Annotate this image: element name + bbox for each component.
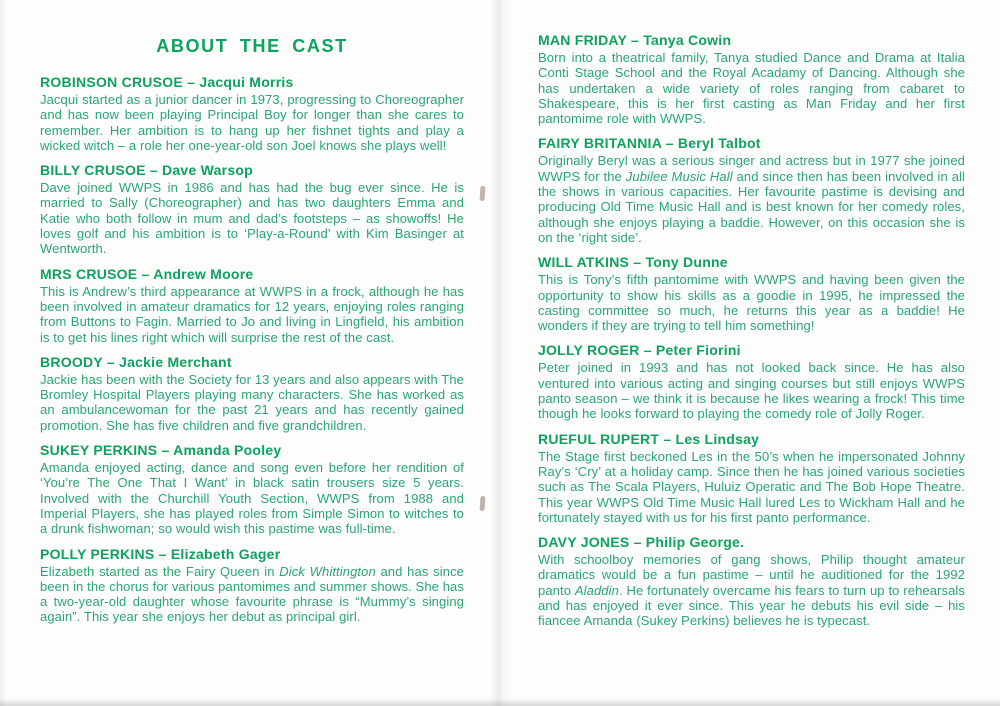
role-name: POLLY PERKINS [40,545,155,562]
cast-entry-heading: MRS CRUSOE – Andrew Moore [40,265,254,282]
actor-name: Philip George. [645,534,745,551]
cast-entry [40,266,464,345]
actor-name: Amanda Pooley [173,442,282,459]
cast-entry [40,74,464,153]
role-name: JOLLY ROGER [538,342,640,359]
actor-name: Tanya Cowin [643,32,732,48]
left-page-column [40,36,464,634]
cast-entry [40,442,464,536]
cast-entry-bio [40,372,464,433]
actor-name: Elizabeth Gager [170,545,281,562]
role-name: MAN FRIDAY [538,32,627,48]
cast-entry-heading: POLLY PERKINS – Elizabeth Gager [40,545,281,562]
cast-entry [538,534,965,628]
bio-text: and since then has been involved in all the shows in various capacities. Her favourite pastime is devising and producing Old Time Music Hall and is best known for her comedy roles, although she enjoys playing a baddie. However, on this occasion she is on the ‘right side’. [538,168,965,245]
actor-name: Peter Fiorini [655,342,741,359]
bio-text: The Stage first beckoned Les in the 50’s when he impersonated Johnny Ray’s ‘Cry’ at a holiday camp. Since then he has joined various societies such as The Scala Players, Huluiz Operatic and The Bob Hope Theatre. This year WWPS Old Time Music Hall lured Les to Wickham Hall and he fortunately stayed with us for his first panto performance. [538,448,965,525]
role-name: BROODY [40,353,103,370]
cast-entry [538,32,965,126]
cast-entry [538,135,965,245]
bio-text: Amanda enjoyed acting, dance and song even before her rendition of ‘You’re The One That I Want’ in black satin trousers size 5 years. Involved with the Churchill Youth Section, WWPS from 1988 and Imperial Players, she has played roles from Simple Simon to witches to a drunk fishwoman; so would wish this pastime was full-time. [40,460,464,537]
cast-list-right [538,32,965,629]
cast-entry [40,354,464,433]
cast-entry [40,546,464,625]
actor-name: Tony Dunne [645,254,728,271]
bio-text: Jacqui started as a junior dancer in 1973, progressing to Choreographer and has now been playing Principal Boy for longer than she cares to remember. Her ambition is to hang up her fishnet tights and play a wicked witch – a role her one-year-old son Joel knows she plays well! [40,92,464,153]
bio-text: . He fortunately overcame his fears to turn up to rehearsals and has enjoyed it ever since. This year he debuts his evil side – his fiancee Amanda (Sukey Perkins) believes he is typecast. [538,582,966,629]
show-title-italic: Aladdin [574,582,619,598]
cast-entry-heading: BILLY CRUSOE – Dave Warsop [40,162,253,179]
role-name: MRS CRUSOE [40,265,138,282]
bio-text: Jackie has been with the Society for 13 years and also appears with The Bromley Hospital Players playing many characters. She has worked as an ambulancewoman for the past 21 years and has recently gained promotion. She has five children and five grandchildren. [40,371,464,433]
bio-text: Dave joined WWPS in 1986 and has had the bug ever since. He is married to Sally (Choreographer) and has two daughters Emma and Katie who both follow in mum and dad’s footsteps – as showoffs! He loves golf and his ambition is to ‘Play-a-Round’ with Kim Basinger at Wentworth. [40,180,464,257]
cast-entry-bio [538,272,965,333]
bio-text: Elizabeth started as the Fairy Queen in [40,563,280,579]
bio-text: With schoolboy memories of gang shows, Philip thought amateur dramatics would be a fun pastime – until he auditioned for the 1992 panto [538,552,965,598]
role-name: FAIRY BRITANNIA [538,135,662,152]
page-left-edge-shadow [0,0,6,706]
cast-entry-heading: ROBINSON CRUSOE – Jacqui Morris [40,74,294,90]
actor-name: Jackie Merchant [119,353,232,370]
cast-entry [40,162,464,256]
cast-entry-heading: SUKEY PERKINS – Amanda Pooley [40,442,282,459]
cast-entry [538,342,965,421]
cast-entry-bio [538,360,965,421]
show-title-italic: Dick Whittington [279,563,376,579]
actor-name: Jacqui Morris [199,74,294,90]
actor-name: Beryl Talbot [677,135,761,152]
bio-text: This is Andrew’s third appearance at WWPS in a frock, although he has been involved in amateur dramatics for 12 years, enjoying roles ranging from Buttons to Fagin. Married to Jo and living in Lingfield, his ambition is to get his lines right which will surprise the rest of the cast. [40,283,464,345]
cast-entry-heading: MAN FRIDAY – Tanya Cowin [538,32,732,48]
bio-text: Born into a theatrical family, Tanya studied Dance and Drama at Italia Conti Stage School and the Royal Acadamy of Dancing. Although she has undertaken a wide variety of roles ranging from cabaret to Shakespeare, this is her first casting as Man Friday and her first pantomime role with WWPS. [538,50,965,127]
cast-entry-bio [538,552,965,628]
cast-entry [538,254,965,333]
cast-entry-bio [538,449,965,525]
bio-text: Originally Beryl was a serious singer and actress but in 1977 she joined WWPS for the [538,153,965,184]
cast-entry-heading: RUEFUL RUPERT – Les Lindsay [538,430,760,447]
role-name: WILL ATKINS [538,254,630,271]
role-name: DAVY JONES [538,534,630,551]
actor-name: Andrew Moore [153,265,254,282]
cast-entry-bio [40,92,464,153]
actor-name: Les Lindsay [675,430,760,447]
bio-text: and has since been in the chorus for various pantomimes and summer shows. She has a two-year-old daughter whose favourite phrase is “Mummy’s singing again”. This year she enjoys her debut as principal girl. [40,563,464,625]
actor-name: Dave Warsop [162,162,253,179]
cast-entry-bio [538,50,965,126]
cast-entry-heading: DAVY JONES – Philip George. [538,534,745,551]
staple-mark-bottom [479,496,485,511]
cast-entry-bio [40,180,464,256]
cast-entry-heading: BROODY – Jackie Merchant [40,353,232,370]
page-bottom-edge-shadow [0,698,1000,706]
staple-mark-top [479,186,485,201]
center-fold [490,0,510,706]
show-title-italic: Jubilee Music Hall [625,168,733,184]
role-name: BILLY CRUSOE [40,162,146,179]
cast-entry-bio [40,564,464,625]
cast-entry-heading: JOLLY ROGER – Peter Fiorini [538,342,741,359]
cast-entry-bio [538,153,965,245]
bio-text: This is Tony’s fifth pantomime with WWPS and having been given the opportunity to show his skills as a goodie in 1995, he impressed the casting committee so much, he returns this year as a baddie! He wonders if they are trying to tell him something! [538,272,965,334]
cast-entry-bio [40,284,464,345]
role-name: RUEFUL RUPERT [538,430,660,447]
page-title: ABOUT THE CAST [156,36,348,56]
cast-entry-heading: WILL ATKINS – Tony Dunne [538,254,728,271]
role-name: SUKEY PERKINS [40,442,158,459]
cast-entry-heading: FAIRY BRITANNIA – Beryl Talbot [538,135,761,152]
right-page-column [538,32,965,638]
cast-entry [538,431,965,525]
role-name: ROBINSON CRUSOE [40,74,183,90]
cast-entry-bio [40,460,464,536]
cast-list-left [40,74,464,625]
bio-text: Peter joined in 1993 and has not looked back since. He has also ventured into various acting and singing courses but still enjoys WWPS panto season – we think it is because he likes wearing a frock! This time though he looks forward to playing the comedy role of Jolly Roger. [538,360,965,422]
